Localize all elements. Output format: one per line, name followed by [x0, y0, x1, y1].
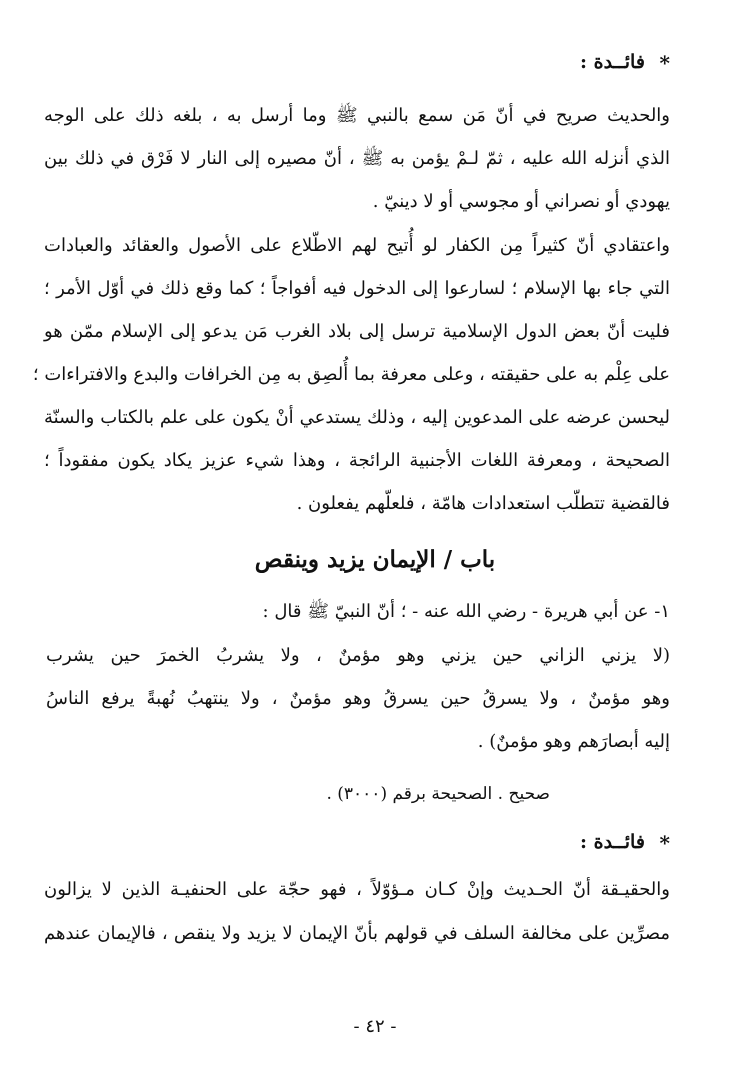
- paragraph-2-line-4: على عِلْم به على حقيقته ، وعلى معرفة بما أُلصِق به مِن الخرافات والبدع والافتراءات ؛: [32, 364, 670, 385]
- star-icon: *: [659, 831, 670, 855]
- hadith-text-line-3: إليه أبصارَهم وهو مؤمنٌ) .: [477, 731, 670, 752]
- paragraph-3-line-2: مصرِّين على مخالفة السلف في قولهم بأنّ الإيمان لا يزيد ولا ينقص ، فالإيمان عندهم: [44, 923, 670, 944]
- paragraph-2-line-1: واعتقادي أنّ كثيراً مِن الكفار لو أُتيح لهم الاطّلاع على الأصول والعقائد والعبادات: [44, 235, 670, 256]
- paragraph-2-line-5: ليحسن عرضه على المدعوين إليه ، وذلك يستدعي أنْ يكون على علم بالكتاب والسنّة: [44, 407, 670, 428]
- hadith-grading: صحيح . الصحيحة برقم (٣٠٠٠) .: [326, 784, 550, 804]
- faida-heading-2: [44, 824, 670, 861]
- paragraph-2-line-6: الصحيحة ، ومعرفة اللغات الأجنبية الرائجة ، وهذا شيء عزيز يكاد يكون مفقوداً ؛: [44, 450, 670, 471]
- paragraph-1-line-3: يهودي أو نصراني أو مجوسي أو لا دينيّ .: [372, 191, 670, 212]
- chapter-title: باب / الإيمان يزيد وينقص: [254, 546, 496, 573]
- paragraph-2-line-3: فليت أنّ بعض الدول الإسلامية ترسل إلى بلاد الغرب مَن يدعو إلى الإسلام ممّن هو: [44, 321, 670, 342]
- paragraph-1-line-1: والحديث صريح في أنّ مَن سمع بالنبي ﷺ وما أرسل به ، بلغه ذلك على الوجه: [44, 105, 670, 126]
- hadith-text-line-2: وهو مؤمنٌ ، ولا يسرقُ حين يسرقُ وهو مؤمنٌ ، ولا ينتهبُ نُهبةً يرفع الناسُ: [46, 688, 670, 709]
- faida-heading-1: [44, 44, 670, 81]
- paragraph-3-line-1: والحقيـقة أنّ الحـديث وإنْ كـان مـؤوّلاً ، فهو حجّة على الحنفيـة الذين لا يزالون: [44, 879, 670, 900]
- hadith-intro: ١- عن أبي هريرة - رضي الله عنه - ؛ أنّ النبيّ ﷺ قال :: [262, 601, 670, 622]
- star-icon: *: [659, 51, 670, 75]
- hadith-text-line-1: (لا يزني الزاني حين يزني وهو مؤمنٌ ، ولا يشربُ الخمرَ حين يشرب: [46, 645, 670, 666]
- paragraph-1-line-2: الذي أنزله الله عليه ، ثمّ لـمْ يؤمن به ﷺ ، أنّ مصيره إلى النار لا فَرْق في ذلك بين: [44, 148, 670, 169]
- paragraph-2-line-7: فالقضية تتطلّب استعدادات هامّة ، فلعلّهم يفعلون .: [296, 493, 670, 514]
- page-number: - ٤٢ -: [353, 1016, 397, 1037]
- paragraph-2-line-2: التي جاء بها الإسلام ؛ لسارعوا إلى الدخول فيه أفواجاً ؛ كما وقع ذلك في أوّل الأمر ؛: [44, 278, 670, 299]
- faida-heading-label: فائــدة :: [580, 51, 645, 73]
- faida-heading-label: فائــدة :: [580, 831, 645, 853]
